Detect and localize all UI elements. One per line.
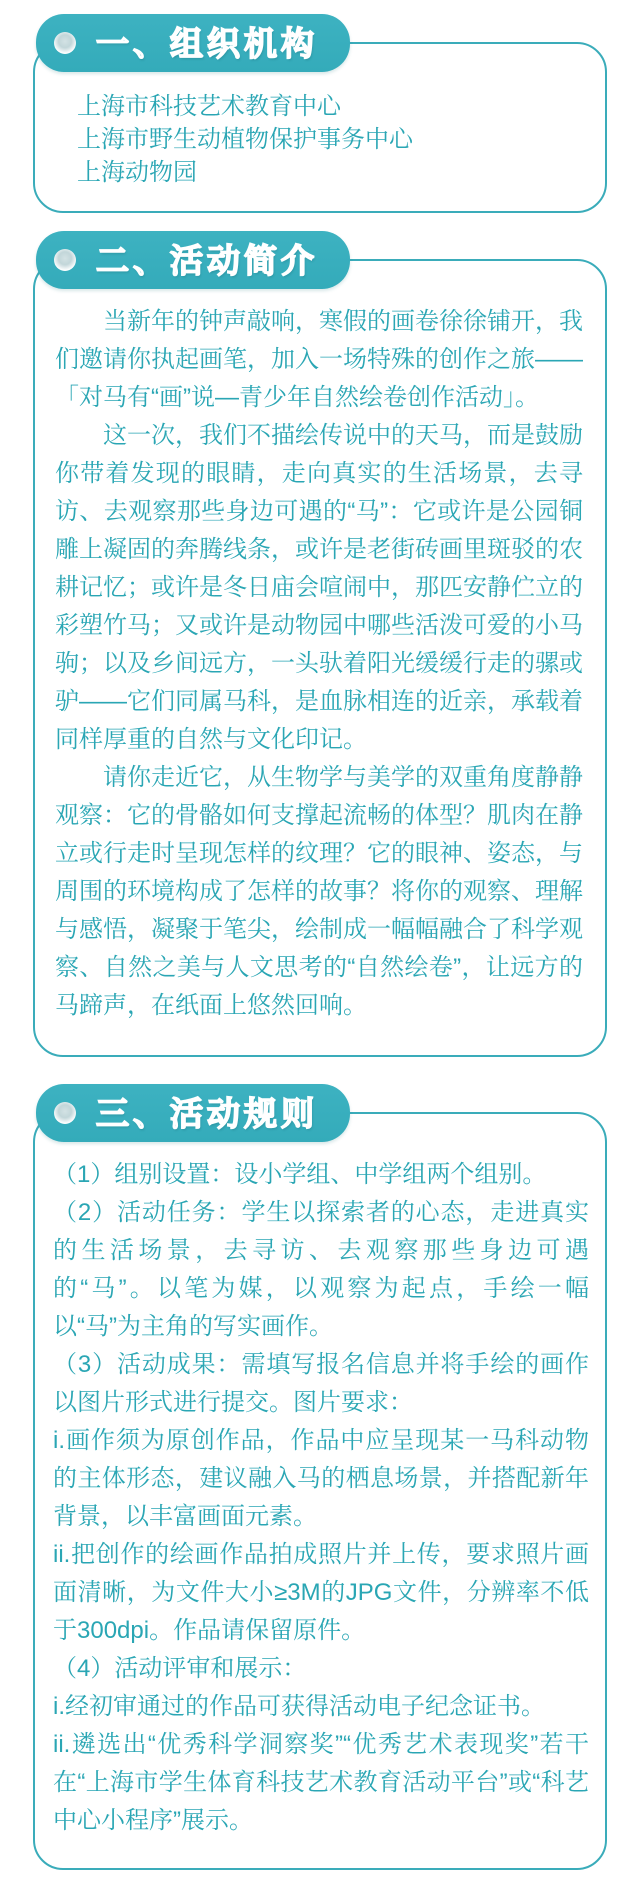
glossy-dot-icon: [54, 32, 76, 54]
rule-item: （3）活动成果：需填写报名信息并将手绘的画作以图片形式进行提交。图片要求：: [53, 1351, 589, 1416]
section-intro-badge: [36, 231, 350, 289]
section-rules-card: [33, 1094, 607, 1870]
announcement-page: [0, 24, 640, 1893]
rule-item: i.经初审通过的作品可获得活动电子纪念证书。: [53, 1693, 545, 1720]
rule-item: ii.遴选出“优秀科学洞察奖”“优秀艺术表现奖”若干在“上海市学生体育科技艺术教育活动平台”或“科艺中心小程序”展示。: [53, 1731, 589, 1834]
section-organization-title: 一、组织机构: [96, 24, 318, 62]
rule-item: （2）活动任务：学生以探索者的心态，走进真实的生活场景，去寻访、去观察那些身边可遇的“马”。以笔为媒，以观察为起点，手绘一幅以“马”为主角的写实画作。: [53, 1199, 589, 1340]
bottom-spacer: [0, 1870, 640, 1893]
intro-paragraph: 这一次，我们不描绘传说中的天马，而是鼓励你带着发现的眼睛，走向真实的生活场景，去寻访、去观察那些身边可遇的“马”：它或许是公园铜雕上凝固的奔腾线条，或许是老街砖画里斑驳的农耕记忆；或许是冬日庙会喧闹中，那匹安静伫立的彩塑竹马；又或许是动物园中哪些活泼可爱的小马驹；以及乡间远方，一头驮着阳光缓缓行走的骡或驴——它们同属马科，是血脉相连的近亲，承载着同样厚重的自然与文化印记。: [55, 422, 583, 753]
intro-paragraph: 请你走近它，从生物学与美学的双重角度静静观察：它的骨骼如何支撑起流畅的体型？肌肉在静立或行走时呈现怎样的纹理？它的眼神、姿态，与周围的环境构成了怎样的故事？将你的观察、理解与感悟，凝聚于笔尖，绘制成一幅幅融合了科学观察、自然之美与人文思考的“自然绘卷”，让远方的马蹄声，在纸面上悠然回响。: [55, 764, 583, 1019]
glossy-dot-icon: [54, 1102, 76, 1124]
rule-item: （4）活动评审和展示：: [53, 1655, 307, 1682]
section-rules-badge: [36, 1084, 350, 1142]
intro-paragraph: 当新年的钟声敲响，寒假的画卷徐徐铺开，我们邀请你执起画笔，加入一场特殊的创作之旅——「对马有“画”说—青少年自然绘卷创作活动」。: [55, 308, 583, 411]
section-rules-title: 三、活动规则: [96, 1094, 318, 1132]
organization-line: 上海动物园: [77, 159, 197, 186]
glossy-dot-icon: [54, 249, 76, 271]
organization-line: 上海市野生动植物保护事务中心: [77, 126, 413, 153]
rule-item: i.画作须为原创作品，作品中应呈现某一马科动物的主体形态，建议融入马的栖息场景，并搭配新年背景，以丰富画面元素。: [53, 1427, 589, 1530]
section-intro-card: [33, 241, 607, 1057]
organization-line: 上海市科技艺术教育中心: [77, 93, 341, 120]
rule-item: ii.把创作的绘画作品拍成照片并上传，要求照片画面清晰，为文件大小≥3M的JPG文件，分辨率不低于300dpi。作品请保留原件。: [53, 1541, 589, 1644]
section-intro-title: 二、活动简介: [96, 241, 318, 279]
rule-item: （1）组别设置：设小学组、中学组两个组别。: [53, 1161, 547, 1188]
section-organization-badge: [36, 14, 350, 72]
section-organization-card: [33, 24, 607, 213]
